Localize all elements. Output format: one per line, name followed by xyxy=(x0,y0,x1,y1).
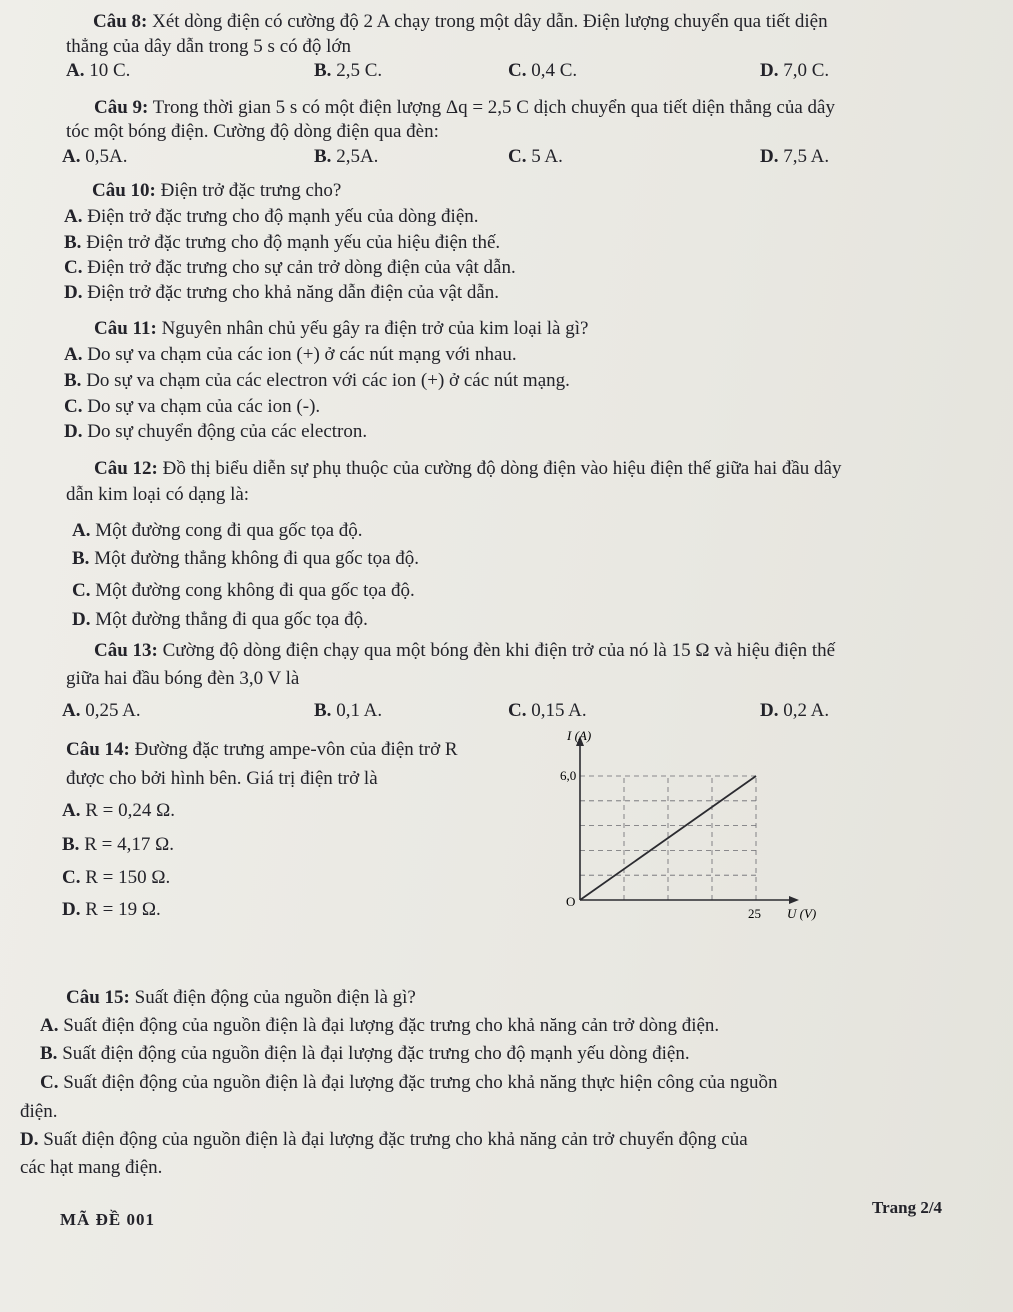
question-11-option-c: C. Do sự va chạm của các ion (-). xyxy=(64,396,321,417)
question-11-option-a: A. Do sự va chạm của các ion (+) ở các nút mạng với nhau. xyxy=(64,344,517,365)
question-13-line-1: Câu 13: Cường độ dòng điện chạy qua một bóng đèn khi điện trở của nó là 15 Ω và hiệu điện thế xyxy=(94,640,836,661)
question-9-option-a: A. 0,5A. xyxy=(62,146,128,167)
question-9-line-1: Câu 9: Trong thời gian 5 s có một điện lượng Δq = 2,5 C dịch chuyển qua tiết diện thẳng của dây xyxy=(94,97,835,118)
question-15-line-1: Câu 15: Suất điện động của nguồn điện là gì? xyxy=(66,987,416,1008)
question-9-option-d: D. 7,5 A. xyxy=(760,146,830,167)
question-10-option-d: D. Điện trở đặc trưng cho khả năng dẫn điện của vật dẫn. xyxy=(64,282,500,303)
question-15-option-a: A. Suất điện động của nguồn điện là đại lượng đặc trưng cho khả năng cản trở dòng điện. xyxy=(40,1015,720,1036)
question-13-option-c: C. 0,15 A. xyxy=(508,700,587,721)
exam-code: MÃ ĐỀ 001 xyxy=(60,1210,155,1229)
question-12-option-a: A. Một đường cong đi qua gốc tọa độ. xyxy=(72,520,363,541)
question-12-line-1: Câu 12: Đồ thị biểu diễn sự phụ thuộc của cường độ dòng điện vào hiệu điện thế giữa hai đầu dây xyxy=(94,458,842,479)
page-number: Trang 2/4 xyxy=(872,1198,943,1217)
question-15-option-b: B. Suất điện động của nguồn điện là đại lượng đặc trưng cho độ mạnh yếu dòng điện. xyxy=(40,1043,690,1064)
x-tick-label: 25 xyxy=(748,906,761,921)
question-8-option-d: D. 7,0 C. xyxy=(760,60,830,81)
question-13-line-2: giữa hai đầu bóng đèn 3,0 V là xyxy=(66,668,300,689)
question-13-option-b: B. 0,1 A. xyxy=(314,700,383,721)
question-12-option-b: B. Một đường thẳng không đi qua gốc tọa độ. xyxy=(72,548,420,569)
x-axis-arrow xyxy=(789,896,799,904)
question-10-line-1: Câu 10: Điện trở đặc trưng cho? xyxy=(92,180,342,201)
question-15-option-d-continued: các hạt mang điện. xyxy=(20,1157,163,1178)
y-axis-label: I (A) xyxy=(567,728,592,743)
iu-characteristic-chart xyxy=(535,726,825,932)
question-8-line-1: Câu 8: Xét dòng điện có cường độ 2 A chạy trong một dây dẫn. Điện lượng chuyển qua tiết diện xyxy=(93,11,828,32)
question-8-option-b: B. 2,5 C. xyxy=(314,60,383,81)
question-15-option-c: C. Suất điện động của nguồn điện là đại lượng đặc trưng cho khả năng thực hiện công của nguồn xyxy=(40,1072,778,1093)
question-15-option-c-continued: điện. xyxy=(20,1101,58,1122)
question-10-option-b: B. Điện trở đặc trưng cho độ mạnh yếu của hiệu điện thế. xyxy=(64,232,501,253)
question-8-option-c: C. 0,4 C. xyxy=(508,60,578,81)
question-14-line-1: Câu 14: Đường đặc trưng ampe-vôn của điện trở R xyxy=(66,739,458,760)
question-10-option-c: C. Điện trở đặc trưng cho sự cản trở dòng điện của vật dẫn. xyxy=(64,257,516,278)
question-11-option-b: B. Do sự va chạm của các electron với các ion (+) ở các nút mạng. xyxy=(64,370,570,391)
question-11-line-1: Câu 11: Nguyên nhân chủ yếu gây ra điện trở của kim loại là gì? xyxy=(94,318,589,339)
y-tick-label: 6,0 xyxy=(560,768,577,783)
question-14-option-a: A. R = 0,24 Ω. xyxy=(62,800,175,821)
question-15-option-d: D. Suất điện động của nguồn điện là đại lượng đặc trưng cho khả năng cản trở chuyển động của xyxy=(20,1129,748,1150)
question-12-option-d: D. Một đường thẳng đi qua gốc tọa độ. xyxy=(72,609,368,630)
question-8-line-2: thẳng của dây dẫn trong 5 s có độ lớn xyxy=(66,36,351,57)
x-axis-label: U (V) xyxy=(787,906,817,921)
question-13-option-a: A. 0,25 A. xyxy=(62,700,141,721)
question-10-option-a: A. Điện trở đặc trưng cho độ mạnh yếu của dòng điện. xyxy=(64,206,479,227)
origin-label: O xyxy=(566,894,576,909)
question-9-line-2: tóc một bóng điện. Cường độ dòng điện qua đèn: xyxy=(66,121,439,142)
question-14-option-c: C. R = 150 Ω. xyxy=(62,867,171,888)
question-9-option-c: C. 5 A. xyxy=(508,146,563,167)
question-14-line-2: được cho bởi hình bên. Giá trị điện trở là xyxy=(66,768,378,789)
question-13-option-d: D. 0,2 A. xyxy=(760,700,830,721)
question-14-option-b: B. R = 4,17 Ω. xyxy=(62,834,174,855)
question-8-option-a: A. 10 C. xyxy=(66,60,131,81)
question-9-option-b: B. 2,5A. xyxy=(314,146,379,167)
question-12-line-2: dẫn kim loại có dạng là: xyxy=(66,484,250,505)
question-11-option-d: D. Do sự chuyển động của các electron. xyxy=(64,421,368,442)
question-14-option-d: D. R = 19 Ω. xyxy=(62,899,161,920)
question-12-option-c: C. Một đường cong không đi qua gốc tọa độ. xyxy=(72,580,415,601)
